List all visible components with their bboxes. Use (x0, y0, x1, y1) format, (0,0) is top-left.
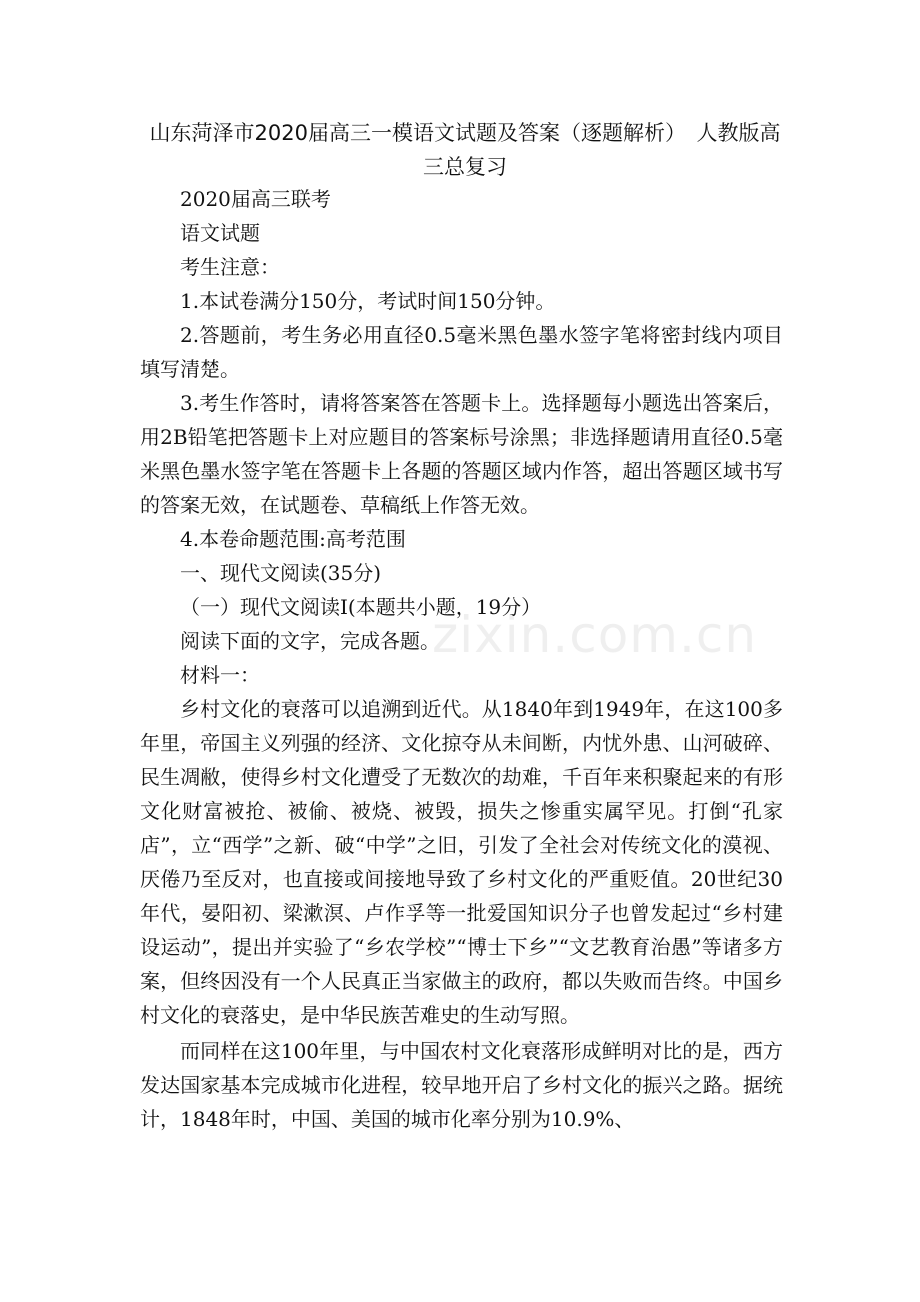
paragraph-section-heading: 一、现代文阅读(35分) (180, 561, 382, 585)
paragraph-instruction: 阅读下面的文字，完成各题。 (180, 629, 440, 653)
document-title: 山东菏泽市2020届高三一模语文试题及答案（逐题解析） 人教版高三总复习 (149, 121, 781, 179)
paragraph-material-1: 乡村文化的衰落可以追溯到近代。从1840年到1949年，在这100多年里，帝国主义列强的经济、文化掠夺从未间断，内忧外患、山河破碎、民生凋敝，使得乡村文化遭受了无数次的劫难，千百年来积聚起来的有形文化财富被抢、被偷、被烧、被毁，损失之惨重实属罕见。打倒“孔家店”，立“西学”之新、破“中学”之旧，引发了全社会对传统文化的漠视、厌倦乃至反对，也直接或间接地导致了乡村文化的严重贬值。20世纪30年代，晏阳初、梁漱溟、卢作孚等一批爱国知识分子也曾发起过“乡村建设运动”，提出并实验了“乡农学校”“博士下乡”“文艺教育治愚”等诸多方案，但终因没有一个人民真正当家做主的政府，都以失败而告终。中国乡村文化的衰落史，是中华民族苦难史的生动写照。 (140, 697, 783, 1027)
paragraph-material-2: 而同样在这100年里，与中国农村文化衰落形成鲜明对比的是，西方发达国家基本完成城市化进程，较早地开启了乡村文化的振兴之路。据统计，1848年时，中国、美国的城市化率分别为10.9%、 (140, 1039, 783, 1131)
paragraph-notice-3: 3.考生作答时，请将答案答在答题卡上。选择题每小题选出答案后，用2B铅笔把答题卡上对应题目的答案标号涂黑；非选择题请用直径0.5毫米黑色墨水签字笔在答题卡上各题的答题区域内作答，超出答题区域书写的答案无效，在试题卷、草稿纸上作答无效。 (140, 391, 783, 517)
paragraph-notice-heading: 考生注意： (180, 255, 280, 279)
paragraph-notice-4: 4.本卷命题范围:高考范围 (180, 527, 406, 551)
paragraph-exam-name: 2020届高三联考 (180, 187, 331, 211)
watermark: zixin.com.cn (432, 606, 758, 664)
paragraph-subject: 语文试题 (180, 221, 260, 245)
paragraph-subsection-heading: （一）现代文阅读Ⅰ(本题共小题，19分） (180, 595, 542, 619)
paragraph-notice-1: 1.本试卷满分150分，考试时间150分钟。 (180, 289, 556, 313)
paragraph-notice-2: 2.答题前，考生务必用直径0.5毫米黑色墨水签字笔将密封线内项目填写清楚。 (140, 323, 783, 381)
paragraph-material-label: 材料一： (180, 663, 260, 687)
